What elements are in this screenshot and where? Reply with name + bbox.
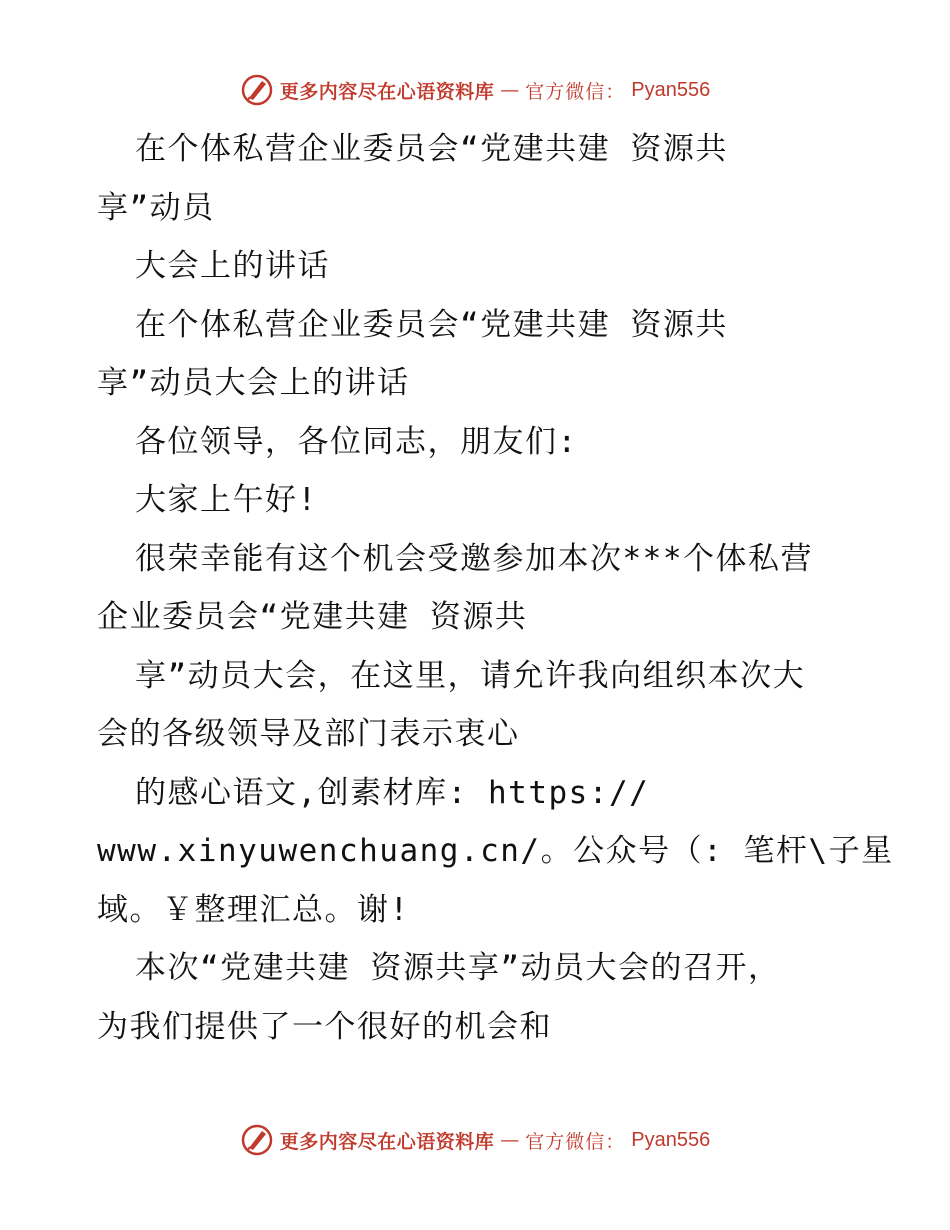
footer-site-text: 更多内容尽在心语资料库: [279, 1130, 495, 1153]
body-line: 享”动员大会，在这里，请允许我向组织本次大: [135, 657, 806, 694]
header-wechat-label: 官方微信：: [525, 80, 626, 103]
document-body: [97, 120, 894, 1056]
footer-dash: —: [500, 1129, 520, 1151]
body-line: 域。￥整理汇总。谢!: [97, 891, 410, 928]
header-dash: —: [500, 79, 520, 101]
quill-logo-icon: [240, 1123, 274, 1157]
body-line: 大会上的讲话: [135, 248, 330, 284]
body-line: www.xinyuwenchuang.cn/。公众号（: 笔杆\子星: [97, 833, 894, 869]
body-line: 享”动员: [97, 189, 215, 226]
body-line: 享”动员大会上的讲话: [97, 365, 410, 401]
footer-watermark-banner: [0, 1120, 950, 1160]
body-line: 大家上午好!: [135, 482, 318, 518]
footer-wechat-label: 官方微信：: [525, 1130, 626, 1153]
body-line: 为我们提供了一个很好的机会和: [97, 1008, 552, 1045]
header-watermark-banner: [0, 70, 950, 110]
body-line: 很荣幸能有这个机会受邀参加本次***个体私营: [135, 540, 813, 577]
header-wechat-id: Pyan556: [631, 78, 711, 101]
footer-wechat-id: Pyan556: [631, 1128, 711, 1151]
body-line: 本次“党建共建 资源共享”动员大会的召开，: [135, 950, 781, 986]
body-line: 在个体私营企业委员会“党建共建 资源共: [135, 306, 728, 343]
body-line: 各位领导，各位同志，朋友们:: [135, 423, 578, 460]
body-line: 会的各级领导及部门表示衷心: [97, 716, 520, 752]
body-line: 的感心语文,创素材库: https://: [135, 774, 650, 811]
body-line: 在个体私营企业委员会“党建共建 资源共: [135, 131, 728, 167]
quill-logo-icon: [240, 73, 274, 107]
header-site-text: 更多内容尽在心语资料库: [279, 80, 495, 103]
body-line: 企业委员会“党建共建 资源共: [97, 599, 528, 635]
